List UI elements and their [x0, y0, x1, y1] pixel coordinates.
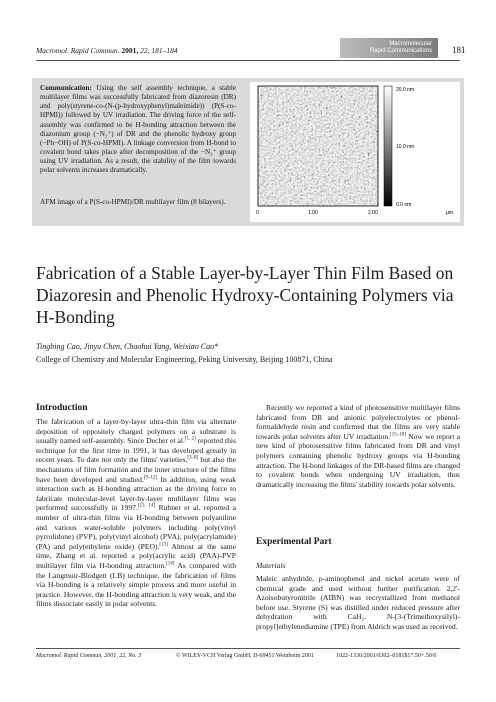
intro-text-5: Rubner et al. reported a number of ultra-thin films via H-bonding between polyaniline and various water-soluble polymers including poly(vinyl pyrrolidone) (PVP), poly(vinyl alcohol) (PVA), poly(acrylamide) (PA) and poly(ethylene oxide) (PEO). [36, 503, 236, 551]
abstract-label: Communication: [40, 84, 92, 92]
afm-height-scale [384, 86, 392, 206]
footer-right: 1022-1336/2001/0302–0181$17.50+.50/0 [336, 653, 437, 659]
afm-axis-label-2: 2.00 [368, 210, 378, 216]
afm-axis-label-1: 1.00 [308, 210, 318, 216]
journal-volume: 22, 181–184 [140, 46, 178, 55]
afm-surface-image [258, 86, 378, 206]
ref-2: [3–8] [187, 455, 199, 461]
scale-label-bottom: 0.0 nm [396, 202, 412, 208]
article-title: Fabrication of a Stable Layer-by-Layer Thin Film Based on Diazoresin and Phenolic Hydroxy-Containing Polymers via H-Bonding [36, 263, 454, 327]
author-list: Tingbing Cao, Jinyu Chen, Chaohui Yang, Weixiao Cao* [36, 342, 219, 351]
scale-label-mid: 10.0 nm [396, 144, 415, 150]
materials-paragraph: Maleic anhydride, p-aminophenol and nickel acetate were of chemical grade and used without further purification. 2,2'-Azoisobutyronitrile (AIBN) was recrystallized from methanol before use. Styrene (S) was distilled under reduced pressure after dehydration with CaH₂. N-[3-(Trimethoxysilyl)-propyl]ethylenediamine (TPE) from Aldrich was used as received. [256, 574, 460, 631]
journal-year: 2001, [121, 46, 139, 55]
intro-text-4: In addition, using weak interaction such as H-bonding attraction as the driving force to fabricate molecular-level layer-by-layer multilayer films was performed successfully in 1997. [36, 474, 236, 513]
page-number: 181 [452, 45, 466, 55]
intro-text-2: reported this technique for the first time in 1991, it has developed greatly in recent years. To date not only the films' varieties, [36, 436, 236, 465]
materials-heading: Materials [256, 561, 286, 570]
footer-rule [36, 648, 460, 649]
journal-logo [340, 38, 438, 58]
recent-work-paragraph [256, 403, 460, 489]
footer-left: Macromol. Rapid Commun. 2001, 22, No. 3 [36, 653, 142, 659]
abstract-body: Using the self assembly technique, a stable multilayer films was successfully fabricated from diazoresin (DR) and poly(styrene-co-(N-(p-hydroxyphenyl)maleimide)) (P(S-co-HPMI)) followed by UV irradiation. The driving force of the self-assembly was confirmed to be H-bonding attraction between the diazonium group (−N₂⁺) of DR and the phenolic hydroxy group (−Ph−OH) of P(S-co-HPMI). A linkage conversion from H-bond to covalent bond takes place after decomposition of the −N₂⁺ group using UV irradiation. As a result, the stability of the film towards polar solvents increases dramatically. [40, 84, 237, 175]
recent-text-1: Recently we reported a kind of photosensitive multilayer films fabricated from DR and anionic polyelectrolytes or phenol-formaldehyde resin and confirmed that the films are very stable towards polar solvents after UV irradiation. [256, 403, 460, 441]
intro-text-1: The fabrication of a layer-by-layer ultra-thin film via alternate deposition of oppositely charged polymers on a substrate is usually named self-assembly. Since Decher et al. [36, 417, 236, 446]
recent-text-2: Now we report a new kind of photosensitive films fabricated from DR and vinyl polymers containing phenolic hydroxy groups via H-bonding attraction. The H-bond linkages of the DR-based films are changed to covalent bonds when undergoing UV irradiation, thus dramatically increasing the films' stability towards polar solvents. [256, 431, 461, 489]
intro-text-3: but also the mechanisms of film formation and the inner structure of the films have been developed and studied. [36, 455, 236, 484]
afm-axis-unit: µm [446, 210, 454, 216]
logo-line-2: Rapid Communications [369, 48, 432, 54]
ref-6: [14] [166, 561, 175, 567]
scale-label-top: 20.0 nm [396, 87, 415, 93]
intro-text-6: Almost at the same time, Zhang et al. reported a poly(acrylic acid) (PAA)-PVP multilayer film via H-bonding attraction. [36, 541, 236, 570]
footer-center: © WILEY-VCH Verlag GmbH, D-69451 Weinheim 2001 [176, 653, 314, 659]
ref-7: [15–18] [390, 432, 406, 438]
afm-image-figure [250, 82, 460, 222]
abstract-text [40, 84, 236, 176]
ref-1: [1, 2] [184, 436, 196, 442]
afm-axis-label-0: 0 [256, 210, 259, 216]
affiliation: College of Chemistry and Molecular Engineering, Peking University, Beijing 100871, China [36, 355, 333, 364]
ref-4: [13, 14] [137, 503, 156, 509]
journal-name: Macromol. Rapid Commun. [36, 46, 120, 55]
introduction-paragraph [36, 417, 236, 609]
experimental-heading: Experimental Part [256, 537, 332, 547]
header-rule [36, 60, 460, 61]
afm-caption: AFM image of a P(S-co-HPMI)/DR multilayer film (8 bilayers). [40, 198, 226, 206]
introduction-heading: Introduction [36, 403, 88, 413]
logo-line-1: Macromolecular [389, 41, 432, 47]
intro-text-7: As compared with the Langmuir-Blodgett (LB) technique, the fabrication of films via H-bonding is a relatively simple process and more useful in practice. However, the H-bonding attraction is very weak, and the films dissociate easily in polar solvents. [36, 560, 237, 609]
running-header [36, 46, 178, 55]
ref-3: [9–12] [143, 475, 158, 481]
ref-5: [13] [159, 542, 168, 548]
